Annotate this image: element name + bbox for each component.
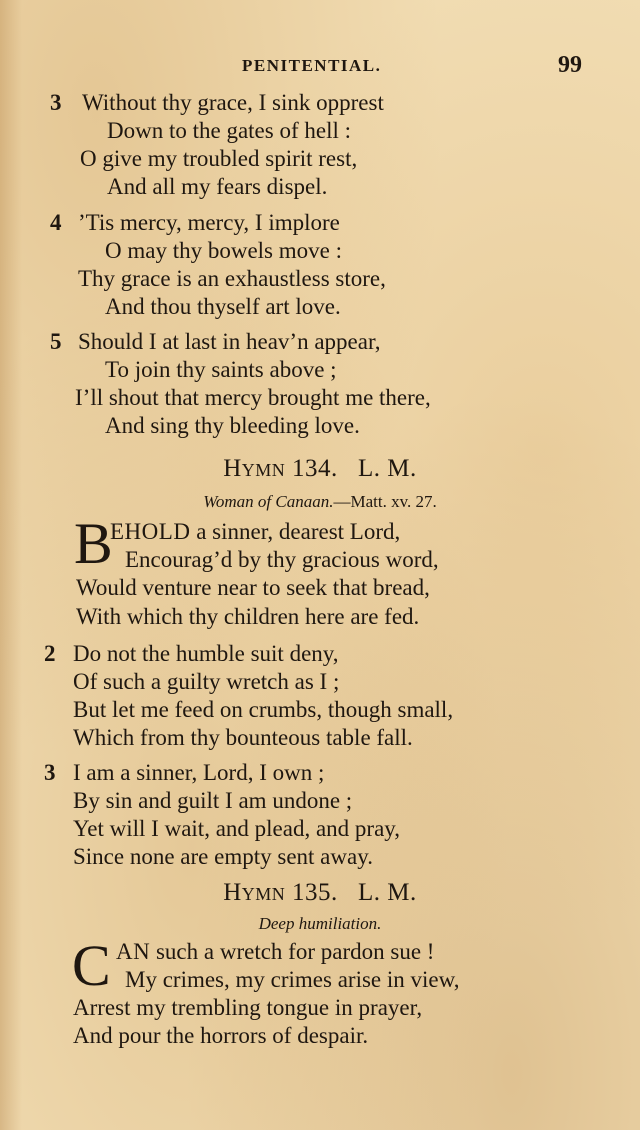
verse-line: To join thy saints above ;: [105, 357, 337, 382]
verse-number: 4: [50, 210, 62, 235]
verse-line: [116, 938, 434, 966]
verse-line: Should I at last in heav’n appear,: [78, 329, 381, 354]
scripture-reference: —Matt. xv. 27.: [333, 492, 437, 511]
verse-line: Arrest my trembling tongue in prayer,: [73, 995, 423, 1020]
verse-line: I am a sinner, Lord, I own ;: [73, 760, 325, 785]
verse-line: With which thy children here are fed.: [76, 604, 420, 629]
verse-line: My crimes, my crimes arise in view,: [125, 967, 460, 992]
page-header: [0, 52, 640, 82]
verse-line: ’Tis mercy, mercy, I implore: [78, 210, 340, 235]
verse-line: Which from thy bounteous table fall.: [73, 725, 413, 750]
verse-line: But let me feed on crumbs, though small,: [73, 697, 454, 722]
verse-line: [110, 518, 400, 546]
hymn-word: Hymn: [223, 879, 286, 906]
verse-line: Yet will I wait, and plead, and pray,: [73, 816, 401, 841]
verse-line: Would venture near to seek that bread,: [76, 575, 430, 600]
page-number: 99: [558, 52, 582, 78]
verse-line: Do not the humble suit deny,: [73, 641, 339, 666]
verse-line: And thou thyself art love.: [105, 294, 341, 319]
verse-line: Thy grace is an exhaustless store,: [78, 266, 386, 291]
hymn-number: 135.: [292, 879, 338, 906]
verse-line: Encourag’d by thy gracious word,: [125, 547, 439, 572]
verse-line: And sing thy bleeding love.: [105, 413, 360, 438]
hymn-134-subtitle: [0, 491, 640, 513]
verse-line: O may thy bowels move :: [105, 238, 342, 263]
hymn-meter: L. M.: [358, 879, 417, 906]
hymn-number: 134.: [292, 455, 338, 482]
verse-line: Down to the gates of hell :: [107, 118, 352, 143]
verse-line: I’ll shout that mercy brought me there,: [75, 385, 431, 410]
verse-number: 5: [50, 329, 62, 354]
hymn-meter: L. M.: [358, 455, 417, 482]
first-line-rest: a sinner, dearest Lord,: [190, 519, 401, 544]
verse-number: 3: [44, 760, 56, 785]
drop-cap: B: [74, 511, 113, 576]
verse-line: O give my troubled spirit rest,: [80, 146, 358, 171]
first-line-rest: such a wretch for pardon sue !: [150, 939, 435, 964]
verse-line: And pour the horrors of despair.: [73, 1023, 369, 1048]
verse-line: Of such a guilty wretch as I ;: [73, 669, 340, 694]
drop-cap: C: [72, 933, 111, 998]
running-title: PENITENTIAL.: [242, 56, 382, 75]
hymn-135-title: [0, 878, 640, 908]
subtitle-italic: Woman of Canaan.: [203, 492, 334, 511]
hymn-word: Hymn: [223, 455, 286, 482]
verse-line: By sin and guilt I am undone ;: [73, 788, 353, 813]
subtitle-italic: Deep humiliation.: [258, 914, 382, 933]
first-word-caps: AN: [116, 939, 151, 964]
verse-number: 3: [50, 90, 62, 115]
hymn-135-subtitle: [0, 913, 640, 935]
verse-line: Since none are empty sent away.: [73, 844, 373, 869]
verse-number: 2: [44, 641, 56, 666]
verse-line: And all my fears dispel.: [107, 174, 328, 199]
first-word-caps: EHOLD: [110, 519, 191, 544]
hymn-134-title: [0, 454, 640, 484]
verse-line: Without thy grace, I sink opprest: [82, 90, 384, 115]
